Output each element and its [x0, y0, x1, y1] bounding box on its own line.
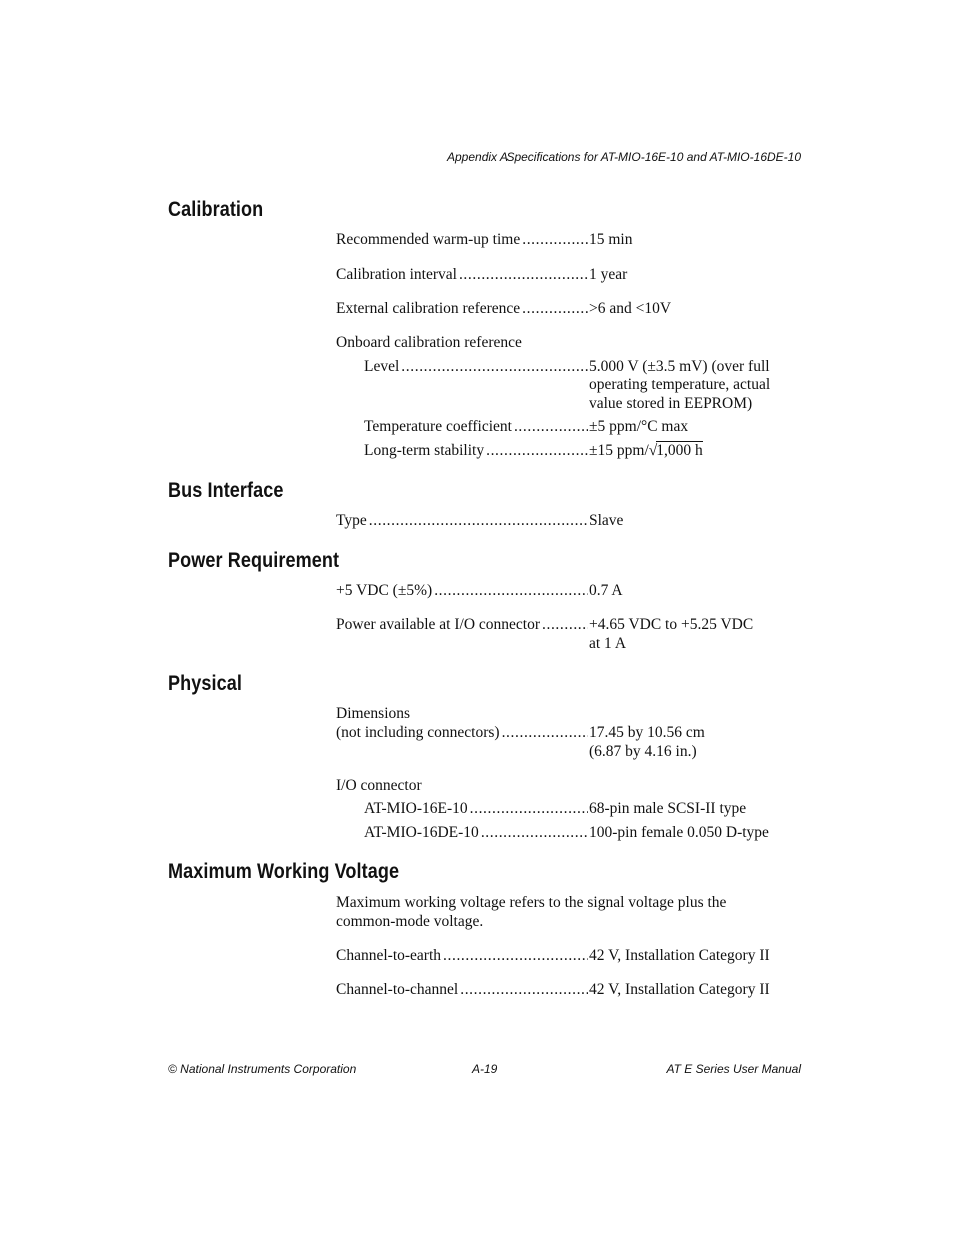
- stability-prefix: ±15 ppm/: [589, 442, 649, 459]
- spec-label-text: AT-MIO-16DE-10: [364, 824, 479, 841]
- dot-leader: [486, 441, 588, 460]
- spec-label-text: (not including connectors): [336, 724, 500, 741]
- spec-label-at-mio-16de-10: [364, 823, 588, 842]
- spec-label-channel-to-earth: [336, 946, 588, 965]
- spec-value-tempco: ±5 ppm/°C max: [589, 418, 689, 435]
- square-root: [649, 441, 703, 460]
- spec-label-tempco: [364, 417, 588, 436]
- dot-leader: [443, 946, 588, 965]
- spec-value-at-mio-16de-10: 100-pin female 0.050 D-type: [589, 824, 769, 841]
- spec-value-5vdc: 0.7 A: [589, 582, 623, 599]
- radical-sign: √: [648, 442, 658, 459]
- spec-value-dimensions-line-2: (6.87 by 4.16 in.): [589, 743, 697, 760]
- spec-label-interval: [336, 265, 588, 284]
- footer-page-number: A-19: [472, 1062, 498, 1076]
- running-header-title: Specifications for AT-MIO-16E-10 and AT-MIO-16DE-10: [506, 150, 801, 164]
- spec-value-type: Slave: [589, 512, 624, 529]
- spec-label-text: Type: [336, 512, 367, 529]
- spec-label-text: Channel-to-earth: [336, 947, 442, 964]
- spec-label-at-mio-16e-10: [364, 799, 588, 818]
- spec-value-power-io-line-1: +4.65 VDC to +5.25 VDC: [589, 616, 754, 633]
- dot-leader: [522, 230, 588, 249]
- spec-group-onboard-ref: Onboard calibration reference: [336, 334, 522, 351]
- spec-value-level-line-3: value stored in EEPROM): [589, 395, 753, 412]
- spec-value-power-io-line-2: at 1 A: [589, 635, 627, 652]
- spec-label-stability: [364, 441, 588, 460]
- dot-leader: [502, 723, 588, 742]
- spec-label-text: +5 VDC (±5%): [336, 582, 433, 599]
- footer-copyright: © National Instruments Corporation: [168, 1062, 357, 1076]
- dot-leader: [481, 823, 588, 842]
- dot-leader: [401, 357, 588, 376]
- footer-manual-title: AT E Series User Manual: [666, 1062, 801, 1076]
- spec-label-dimensions: [336, 723, 588, 742]
- spec-label-text: Power available at I/O connector: [336, 616, 540, 633]
- spec-value-external-ref: >6 and <10V: [589, 300, 672, 317]
- spec-label-external-ref: [336, 299, 588, 318]
- section-heading-physical: Physical: [168, 672, 242, 695]
- spec-label-text: Temperature coefficient: [364, 418, 512, 435]
- running-header-appendix: Appendix A: [447, 150, 508, 164]
- paragraph-voltage-line-2: common-mode voltage.: [336, 913, 484, 930]
- dot-leader: [434, 581, 588, 600]
- dot-leader: [459, 265, 588, 284]
- section-heading-power-requirement: Power Requirement: [168, 549, 340, 572]
- spec-label-text: Calibration interval: [336, 266, 457, 283]
- spec-label-text: External calibration reference: [336, 300, 521, 317]
- section-heading-calibration: Calibration: [168, 198, 264, 221]
- spec-group-dimensions: Dimensions: [336, 705, 411, 722]
- spec-label-channel-to-channel: [336, 980, 588, 999]
- spec-value-interval: 1 year: [589, 266, 628, 283]
- dot-leader: [470, 799, 588, 818]
- dot-leader: [522, 299, 588, 318]
- paragraph-voltage-line-1: Maximum working voltage refers to the signal voltage plus the: [336, 894, 727, 911]
- spec-value-at-mio-16e-10: 68-pin male SCSI-II type: [589, 800, 747, 817]
- spec-value-channel-to-earth: 42 V, Installation Category II: [589, 947, 770, 964]
- radicand: 1,000 h: [656, 442, 703, 459]
- spec-value-level-line-2: operating temperature, actual: [589, 376, 771, 393]
- spec-label-power-io: [336, 615, 588, 634]
- spec-label-warmup: [336, 230, 588, 249]
- spec-value-level-line-1: 5.000 V (±3.5 mV) (over full: [589, 358, 770, 375]
- section-heading-bus-interface: Bus Interface: [168, 479, 284, 502]
- spec-label-text: Long-term stability: [364, 442, 485, 459]
- dot-leader: [369, 511, 588, 530]
- spec-value-stability: [589, 441, 703, 460]
- spec-value-warmup: 15 min: [589, 231, 633, 248]
- dot-leader: [542, 615, 588, 634]
- spec-value-dimensions-line-1: 17.45 by 10.56 cm: [589, 724, 705, 741]
- spec-label-text: AT-MIO-16E-10: [364, 800, 468, 817]
- spec-value-channel-to-channel: 42 V, Installation Category II: [589, 981, 770, 998]
- spec-group-io-connector: I/O connector: [336, 777, 422, 794]
- spec-label-text: Level: [364, 358, 400, 375]
- spec-label-type: [336, 511, 588, 530]
- dot-leader: [460, 980, 588, 999]
- dot-leader: [514, 417, 588, 436]
- section-heading-max-working-voltage: Maximum Working Voltage: [168, 860, 400, 883]
- spec-label-level: [364, 357, 588, 376]
- spec-label-5vdc: [336, 581, 588, 600]
- spec-label-text: Channel-to-channel: [336, 981, 459, 998]
- spec-label-text: Recommended warm-up time: [336, 231, 521, 248]
